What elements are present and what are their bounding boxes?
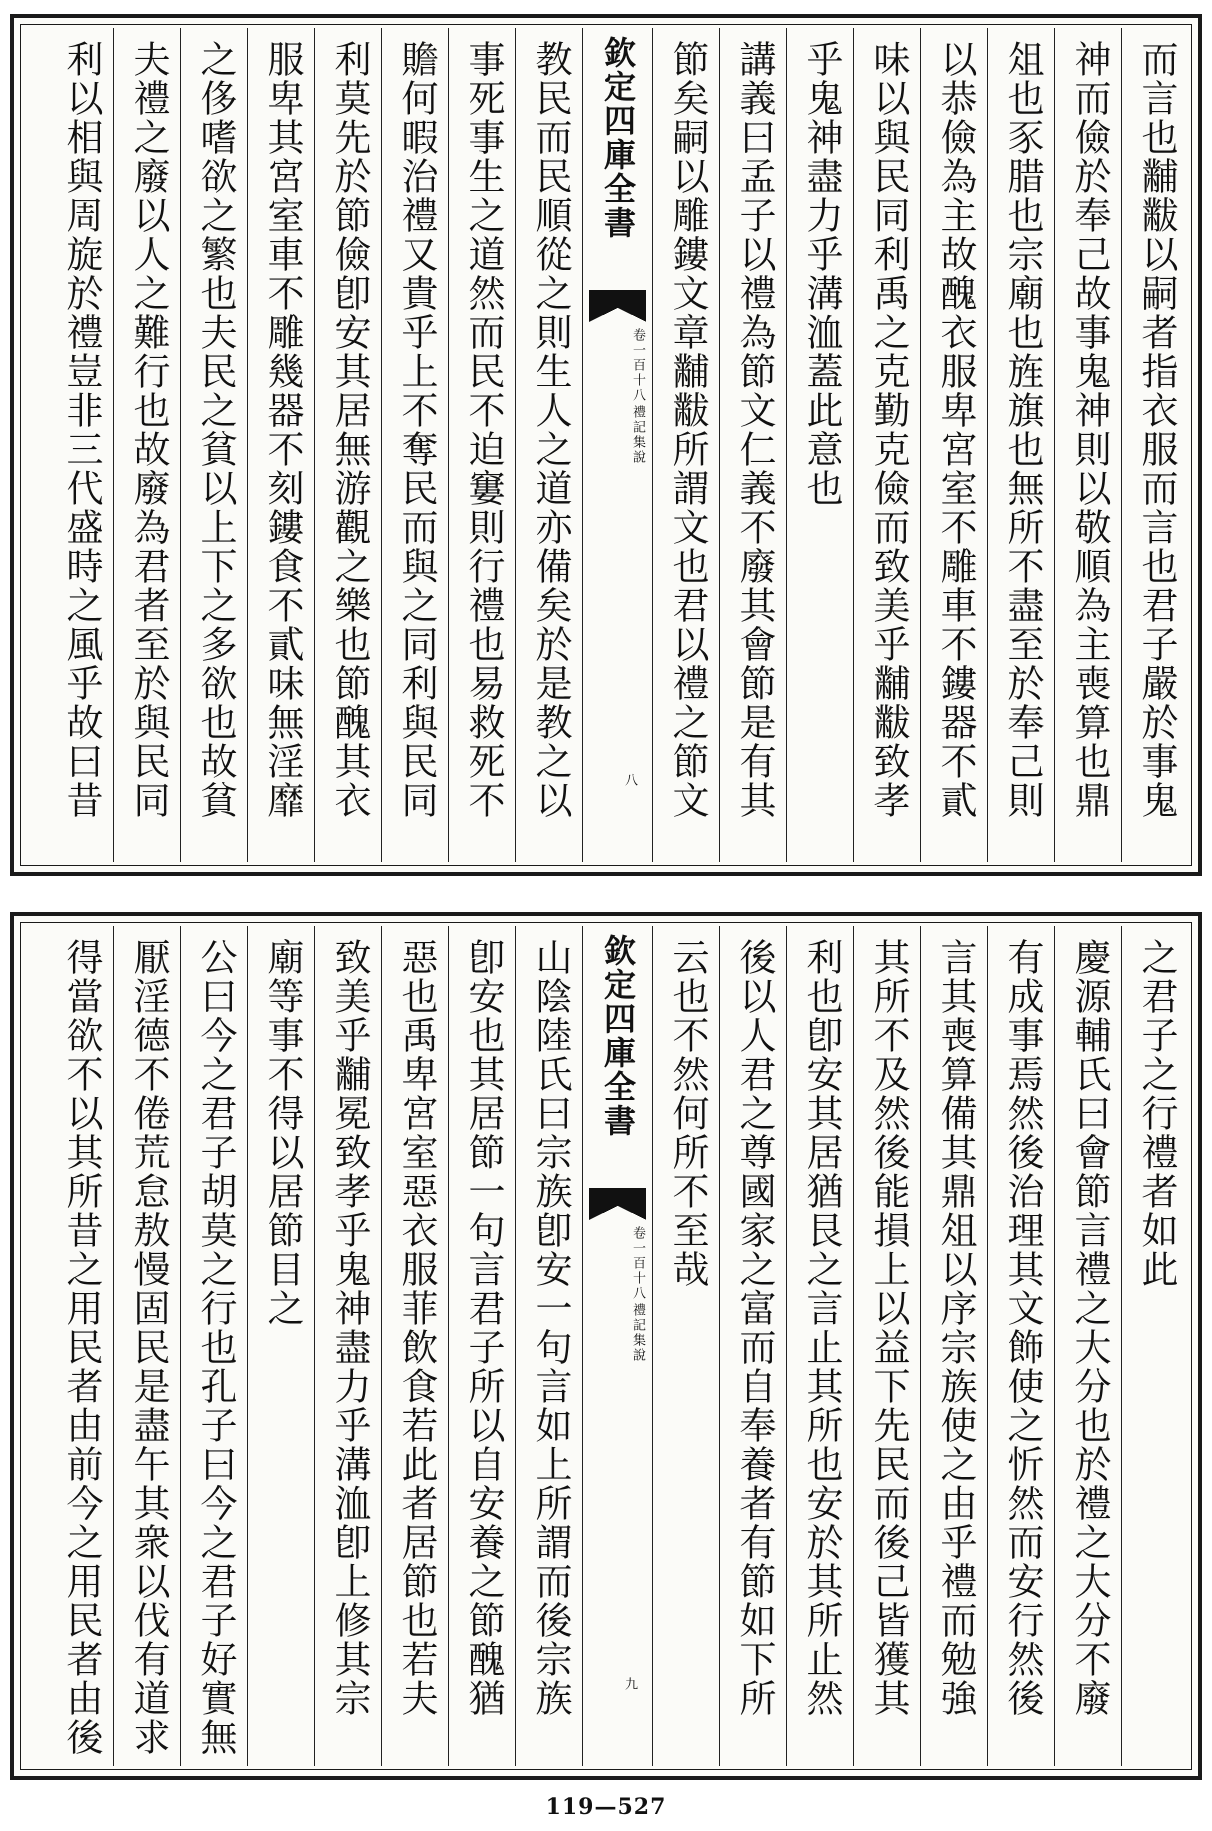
text-column: 有成事焉然後治理其文飾使之忻然而安行然後 — [987, 926, 1054, 1766]
text-column: 厭淫德不倦荒怠敖慢固民是盡午其衆以伐有道求 — [113, 926, 180, 1766]
text-column: 以恭儉為主故醜衣服卑宮室不雕車不鏤器不貳 — [920, 28, 987, 862]
book-title: 禮記集說 — [630, 405, 645, 465]
center-fold — [582, 926, 652, 1766]
text-columns — [24, 28, 1188, 862]
text-column: 事死事生之道然而民不迫窶則行禮也易救死不 — [448, 28, 515, 862]
volume-label: 卷一百十八 — [630, 1226, 645, 1301]
text-column: 言其喪算備其鼎俎以序宗族使之由乎禮而勉強 — [920, 926, 987, 1766]
text-column: 後以人君之尊國家之富而自奉養者有節如下所 — [719, 926, 786, 1766]
book-title: 禮記集說 — [630, 1303, 645, 1363]
text-column: 公曰今之君子胡莫之行也孔子曰今之君子好實無 — [180, 926, 247, 1766]
text-column: 味以與民同利禹之克勤克儉而致美乎黼黻致孝 — [853, 28, 920, 862]
text-column: 節矣嗣以雕鏤文章黼黻所謂文也君以禮之節文 — [652, 28, 719, 862]
text-column: 教民而民順從之則生人之道亦備矣於是教之以 — [515, 28, 582, 862]
text-column: 夫禮之廢以人之難行也故廢為君者至於與民同 — [113, 28, 180, 862]
text-column: 服卑其宮室車不雕幾器不刻鏤食不貳味無淫靡 — [247, 28, 314, 862]
text-column: 利莫先於節儉卽安其居無游觀之樂也節醜其衣 — [314, 28, 381, 862]
text-column: 之君子之行禮者如此 — [1121, 926, 1188, 1766]
center-fold — [582, 28, 652, 862]
leaf-number: 八 — [597, 769, 652, 792]
text-column: 卽安也其居節一句言君子所以自安養之節醜猶 — [448, 926, 515, 1766]
text-column: 神而儉於奉己故事鬼神則以敬順為主喪算也鼎 — [1054, 28, 1121, 862]
text-column: 山陰陸氏曰宗族卽安一句言如上所謂而後宗族 — [515, 926, 582, 1766]
text-column: 惡也禹卑宮室惡衣服菲飲食若此者居節也若夫 — [381, 926, 448, 1766]
text-column: 廟等事不得以居節目之 — [247, 926, 314, 1766]
text-column: 而言也黼黻以嗣者指衣服而言也君子嚴於事鬼 — [1121, 28, 1188, 862]
page-number: 119—527 — [545, 1794, 667, 1820]
text-column: 其所不及然後能損上以益下先民而後己皆獲其 — [853, 926, 920, 1766]
fishtail-mark — [589, 1188, 646, 1206]
text-column: 得當欲不以其所昔之用民者由前今之用民者由後 — [60, 938, 103, 1757]
fishtail-mark — [589, 290, 646, 308]
text-column: 俎也豕腊也宗廟也旌旗也無所不盡至於奉己則 — [987, 28, 1054, 862]
leaf-number: 九 — [597, 1673, 652, 1696]
text-column: 云也不然何所不至哉 — [652, 926, 719, 1766]
text-column: 慶源輔氏曰會節言禮之大分也於禮之大分不廢 — [1054, 926, 1121, 1766]
text-column: 致美乎黼冕致孝乎鬼神盡力乎溝洫卽上修其宗 — [314, 926, 381, 1766]
text-column: 利也卽安其居猶艮之言止其所也安於其所止然 — [786, 926, 853, 1766]
series-title: 欽定四庫全書 — [599, 36, 637, 240]
series-title: 欽定四庫全書 — [599, 934, 637, 1138]
page-leaf-bottom — [10, 912, 1202, 1780]
text-column: 乎鬼神盡力乎溝洫蓋此意也 — [786, 28, 853, 862]
fold-meta — [630, 1226, 644, 1363]
text-column: 利以相與周旋於禮豈非三代盛時之風乎故曰昔 — [60, 40, 103, 820]
page-leaf-top — [10, 14, 1202, 876]
fold-meta — [630, 328, 644, 465]
text-column: 之侈嗜欲之繁也夫民之貧以上下之多欲也故貧 — [180, 28, 247, 862]
text-columns — [24, 926, 1188, 1766]
text-column: 贍何暇治禮又貴乎上不奪民而與之同利與民同 — [381, 28, 448, 862]
text-column: 講義曰孟子以禮為節文仁義不廢其會節是有其 — [719, 28, 786, 862]
volume-label: 卷一百十八 — [630, 328, 645, 403]
